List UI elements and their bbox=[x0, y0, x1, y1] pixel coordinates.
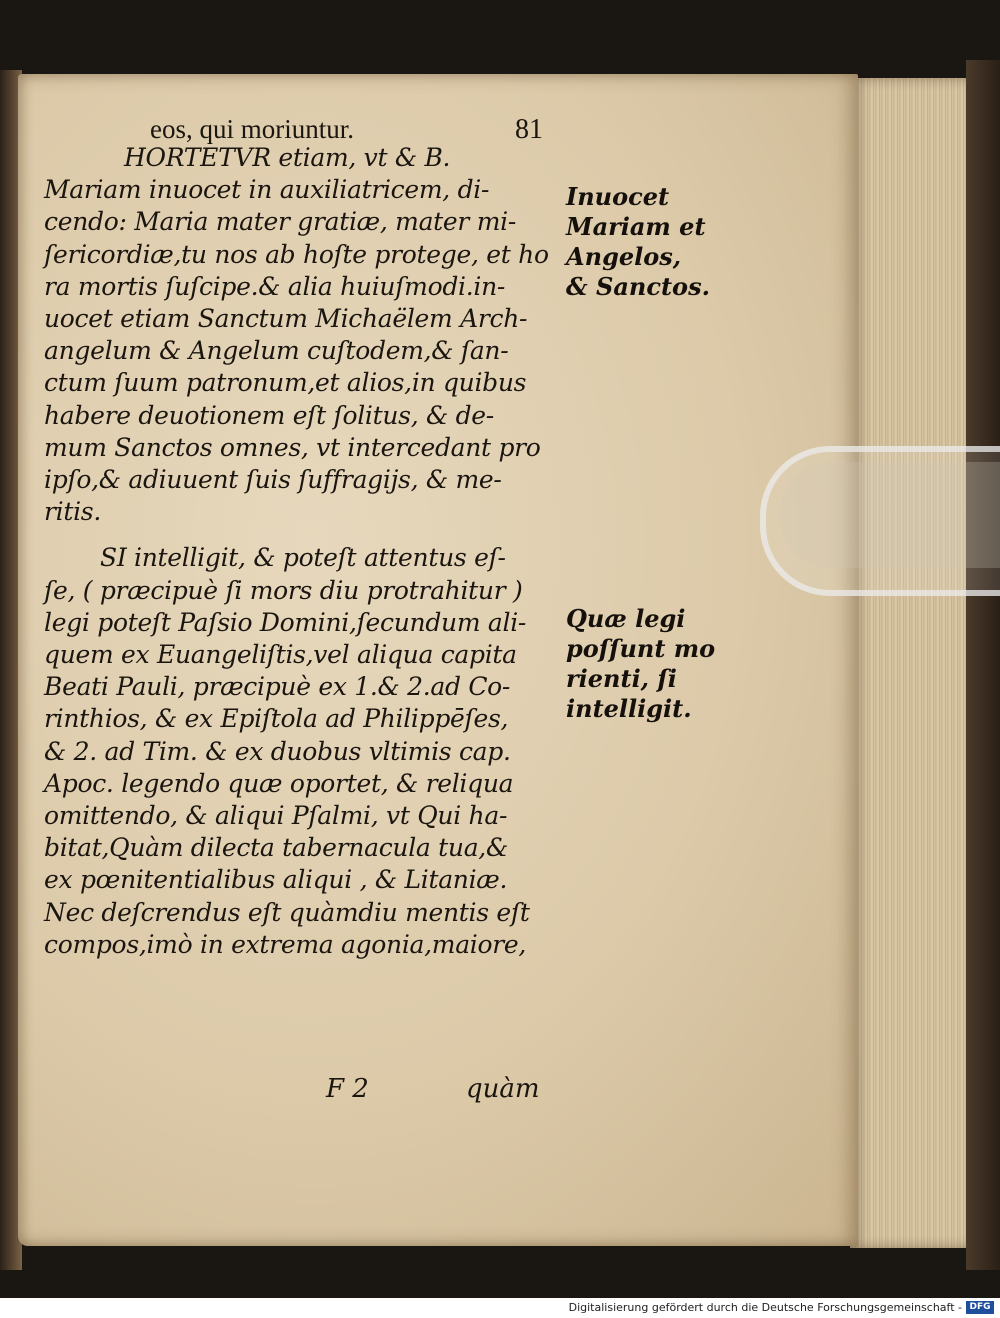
text-line: & 2. ad Tim. & ex duobus vltimis cap. bbox=[44, 736, 511, 766]
margin-note-line: rienti, ſi bbox=[566, 664, 677, 693]
margin-note-line: intelligit. bbox=[566, 694, 692, 723]
text-line: rinthios, & ex Epiſtola ad Philippēſes, bbox=[44, 704, 509, 734]
text-line: cendo: Maria mater gratiæ, mater mi- bbox=[44, 207, 516, 237]
body-text bbox=[44, 110, 556, 961]
text-line: HORTETVR etiam, vt & B. bbox=[124, 143, 451, 172]
text-line: Beati Pauli, præcipuè ex 1.& 2.ad Co- bbox=[44, 672, 511, 702]
text-line: habere deuotionem eſt ſolitus, & de- bbox=[44, 400, 494, 430]
margin-note-line: Angelos, bbox=[566, 242, 682, 271]
text-line: Apoc. legendo quæ oportet, & reliqua bbox=[44, 768, 514, 798]
text-line: compos,imò in extrema agonia,maiore, bbox=[44, 929, 527, 959]
text-line: angelum & Angelum cuſtodem,& ſan- bbox=[44, 336, 509, 366]
dfg-logo-icon: DFG bbox=[966, 1301, 994, 1314]
margin-note-line: & Sanctos. bbox=[566, 272, 710, 301]
text-line: ipſo,& adiuuent ſuis ſuffragijs, & me- bbox=[44, 465, 502, 495]
text-line: mum Sanctos omnes, vt intercedant pro bbox=[44, 432, 541, 462]
text-line: bitat,Quàm dilecta tabernacula tua,& bbox=[44, 833, 508, 863]
margin-note-readings bbox=[566, 604, 716, 724]
catchword: quàm bbox=[466, 1074, 540, 1104]
margin-note-line: Inuocet bbox=[566, 182, 670, 211]
text-line: ctum ſuum patronum,et alios,in quibus bbox=[44, 368, 527, 398]
text-line: ra mortis ſuſcipe.& alia huiuſmodi.in- bbox=[44, 271, 506, 301]
text-line: omittendo, & aliqui Pſalmi, vt Qui ha- bbox=[44, 801, 508, 831]
text-line: ſericordiæ,tu nos ab hoſte protege, et ho bbox=[44, 239, 549, 269]
text-line: SI intelligit, & poteſt attentus eſ- bbox=[100, 543, 506, 573]
text-line: Mariam inuocet in auxiliatricem, di- bbox=[44, 175, 490, 205]
funding-credit: Digitalisierung gefördert durch die Deutsche Forschungsgemeinschaft - bbox=[568, 1301, 962, 1314]
text-line: ex pœnitentialibus aliqui , & Litaniæ. bbox=[44, 865, 508, 895]
text-line: uocet etiam Sanctum Michaëlem Arch- bbox=[44, 304, 528, 334]
page-clip bbox=[760, 446, 1000, 596]
text-line: Nec deſcrendus eſt quàmdiu mentis eſt bbox=[44, 897, 530, 927]
text-line: ritis. bbox=[44, 497, 101, 527]
signature-mark: F 2 bbox=[326, 1074, 369, 1104]
book-cover-right-edge bbox=[966, 60, 1000, 1270]
margin-note-invocation bbox=[566, 182, 716, 302]
text-line: quem ex Euangeliſtis,vel aliqua capita bbox=[44, 640, 517, 670]
running-head: eos, qui moriuntur. bbox=[150, 114, 354, 144]
footer-bar bbox=[0, 1298, 1000, 1318]
page-number: 81 bbox=[515, 114, 543, 145]
text-line: legi poteſt Paſsio Domini,ſecundum ali- bbox=[44, 607, 527, 637]
margin-note-line: poſſunt mo bbox=[566, 634, 716, 663]
margin-note-line: Quæ legi bbox=[566, 604, 686, 633]
margin-note-line: Mariam et bbox=[566, 212, 706, 241]
page-edges bbox=[850, 78, 970, 1248]
text-line: ſe, ( præcipuè ſi mors diu protrahitur ) bbox=[44, 575, 523, 605]
